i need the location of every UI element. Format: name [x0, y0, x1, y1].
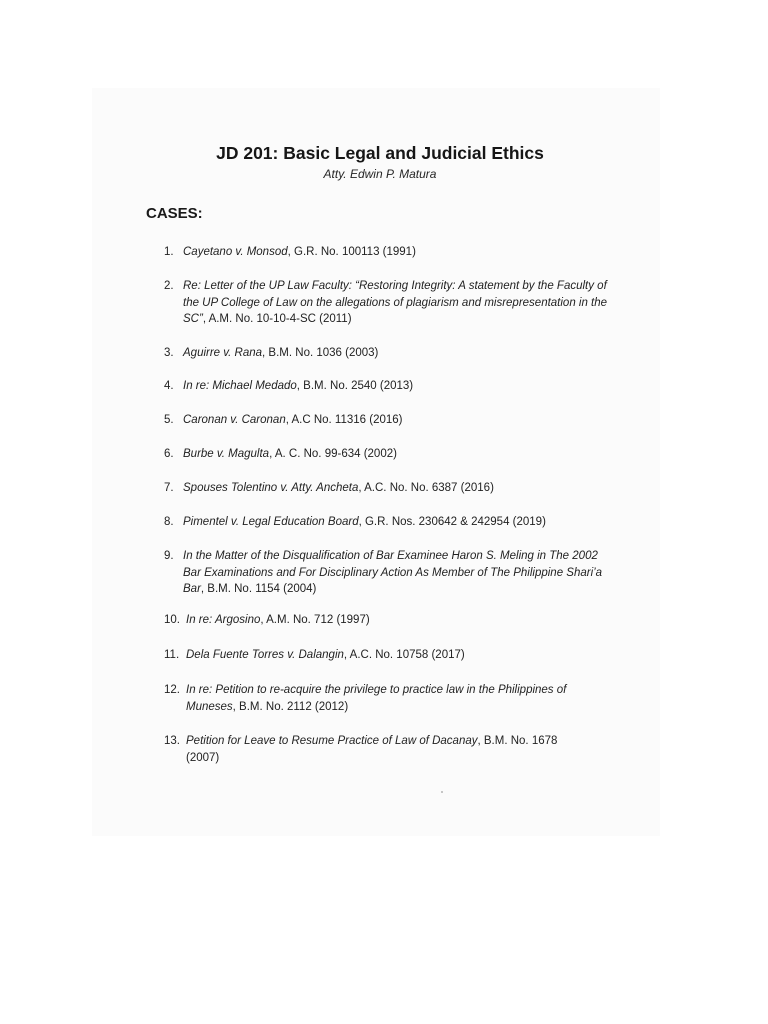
case-text — [183, 514, 624, 531]
case-number: 7. — [164, 482, 174, 494]
document-title: JD 201: Basic Legal and Judicial Ethics — [216, 143, 544, 163]
case-text — [183, 244, 624, 261]
case-number: 11. — [164, 649, 180, 661]
case-item — [164, 244, 624, 261]
case-number: 10. — [164, 614, 180, 626]
case-item — [164, 647, 624, 664]
case-item — [164, 345, 624, 362]
document-author: Atty. Edwin P. Matura — [323, 167, 437, 181]
case-text — [186, 733, 584, 766]
case-title: In re: Michael Medado — [183, 380, 297, 392]
case-citation: , A.C. No. No. 6387 (2016) — [358, 482, 494, 494]
case-citation: , B.M. No. 2540 (2013) — [296, 380, 414, 392]
case-citation: , A.M. No. 712 (1997) — [260, 614, 370, 626]
case-text — [183, 412, 624, 429]
case-title: Aguirre v. Rana — [183, 347, 263, 359]
case-citation: , B.M. No. 1154 (2004) — [200, 583, 317, 595]
case-item — [164, 612, 624, 629]
case-number: 5. — [164, 414, 174, 426]
case-item — [164, 514, 624, 531]
case-citation: , A.C. No. 10758 (2017) — [343, 649, 465, 661]
case-item — [164, 548, 604, 598]
case-text — [183, 378, 624, 395]
case-text — [183, 446, 624, 463]
case-number: 4. — [164, 380, 174, 392]
case-title: Petition for Leave to Resume Practice of Law of Dacanay — [186, 735, 478, 747]
case-citation: , G.R. Nos. 230642 & 242954 (2019) — [358, 516, 546, 528]
section-heading: CASES: — [146, 205, 203, 222]
case-item — [164, 278, 614, 328]
case-number: 8. — [164, 516, 174, 528]
case-citation: , G.R. No. 100113 (1991) — [287, 246, 416, 258]
case-text — [183, 480, 624, 497]
case-text — [186, 612, 624, 629]
case-title: In the Matter of the Disqualification of Bar Examinee Haron S. Meling in The 2002 Bar Examinations and For Disciplinary Action As Member of The Philippine Shari’a Bar — [183, 550, 603, 595]
case-number: 13. — [164, 735, 180, 747]
case-title: Caronan v. Caronan — [183, 414, 286, 426]
case-text — [186, 682, 604, 715]
case-text — [183, 278, 614, 328]
case-citation: , B.M. No. 1036 (2003) — [262, 347, 379, 359]
case-title: Spouses Tolentino v. Atty. Ancheta — [183, 482, 359, 494]
case-item — [164, 682, 604, 715]
scan-speck — [441, 791, 443, 793]
case-title: Pimentel v. Legal Education Board — [183, 516, 359, 528]
case-item — [164, 378, 624, 395]
case-title: In re: Argosino — [186, 614, 261, 626]
case-number: 12. — [164, 684, 180, 696]
case-number: 1. — [164, 246, 174, 258]
case-citation: , A. C. No. 99-634 (2002) — [269, 448, 397, 460]
case-title: Cayetano v. Monsod — [183, 246, 288, 258]
case-title: Burbe v. Magulta — [183, 448, 270, 460]
case-title: Dela Fuente Torres v. Dalangin — [186, 649, 344, 661]
case-citation: , A.M. No. 10-10-4-SC (2011) — [202, 313, 352, 325]
case-citation: , A.C No. 11316 (2016) — [285, 414, 403, 426]
case-number: 3. — [164, 347, 174, 359]
case-text — [186, 647, 624, 664]
case-text — [183, 548, 604, 598]
case-text — [183, 345, 624, 362]
case-number: 9. — [164, 550, 174, 562]
case-item — [164, 412, 624, 429]
case-title: In re: Petition to re-acquire the privilege to practice law in the Philippines of Muneses — [186, 684, 567, 713]
case-item — [164, 733, 584, 766]
case-title: Re: Letter of the UP Law Faculty: “Restoring Integrity: A statement by the Faculty of the UP College of Law on the allegations of plagiarism and misrepresentation in the SC” — [183, 280, 608, 325]
case-item — [164, 480, 624, 497]
case-number: 6. — [164, 448, 174, 460]
case-citation: , B.M. No. 2112 (2012) — [232, 700, 349, 713]
case-number: 2. — [164, 280, 174, 292]
case-citation: , B.M. No. 1678 (2007) — [186, 735, 558, 764]
case-item — [164, 446, 624, 463]
